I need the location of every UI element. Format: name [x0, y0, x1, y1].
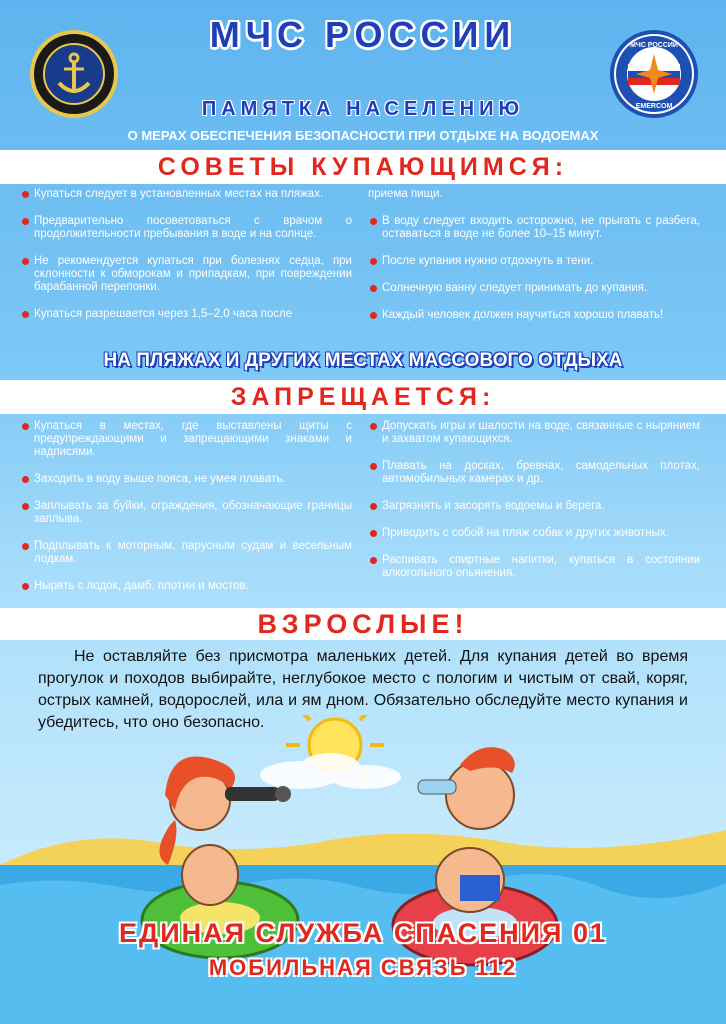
advice-right-column: [368, 188, 700, 336]
rescue-service-number: ЕДИНАЯ СЛУЖБА СПАСЕНИЯ 01: [119, 918, 607, 948]
list-item: После купания нужно отдохнуть в тени.: [368, 255, 700, 268]
list-item: Нырять с лодок, дамб, плотин и мостов.: [20, 580, 352, 593]
forbidden-left-column: [20, 420, 352, 607]
adults-heading: ВЗРОСЛЫЕ!: [0, 608, 726, 640]
list-item: Подплывать к моторным, парусным судам и весельным лодкам.: [20, 540, 352, 566]
list-item: Купаться следует в установленных местах на пляжах.: [20, 188, 352, 201]
emblem-text-bottom: EMERCOM: [635, 103, 673, 110]
list-item: Заплывать за буйки, ограждения, обозначающие границы заплыва.: [20, 500, 352, 526]
adults-text: Не оставляйте без присмотра маленьких детей. Для купания детей во время прогулок и походов выбирайте, неглубокое место с пологим и чистым от свай, коряг, острых камней, водорослей, ила и ям дном. Обязательно обследуйте место купания и убедитесь, что оно безопасно.: [38, 648, 688, 731]
list-item: Загрязнять и засорять водоемы и берега.: [368, 500, 700, 513]
forbidden-heading: ЗАПРЕЩАЕТСЯ:: [0, 380, 726, 414]
cloud-icon: [260, 753, 401, 789]
forbidden-band: НА ПЛЯЖАХ И ДРУГИХ МЕСТАХ МАССОВОГО ОТДЫХА: [103, 350, 623, 371]
memo-subtitle: О МЕРАХ ОБЕСПЕЧЕНИЯ БЕЗОПАСНОСТИ ПРИ ОТДЫХЕ НА ВОДОЕМАХ: [127, 128, 599, 143]
emblem-text-top: МЧС РОССИИ: [630, 42, 678, 49]
list-item: Предварительно посоветоваться с врачом о продолжительности пребывания в воде и на солнце.: [20, 215, 352, 241]
list-item: В воду следует входить осторожно, не прыгать с разбега, оставаться в воде не более 10–15 минут.: [368, 215, 700, 241]
list-item: Каждый человек должен научиться хорошо плавать!: [368, 309, 700, 322]
list-item: Купаться в местах, где выставлены щиты с предупреждающими и запрещающими знаками и надписями.: [20, 420, 352, 459]
list-item: Допускать игры и шалости на воде, связанные с нырянием и захватом купающихся.: [368, 420, 700, 446]
list-item: Не рекомендуется купаться при болезнях седца, при склонности к обморокам и припадкам, при повреждении барабанной перепонки.: [20, 255, 352, 294]
list-item: Плавать на досках, бревнах, самодельных плотах, автомобильных камерах и др.: [368, 460, 700, 486]
list-item: Солнечную ванну следует принимать до купания.: [368, 282, 700, 295]
advice-left-column: [20, 188, 352, 335]
page-title: МЧС РОССИИ: [209, 14, 517, 55]
memo-title: ПАМЯТКА НАСЕЛЕНИЮ: [201, 98, 525, 120]
list-item: Распивать спиртные напитки, купаться в состоянии алкогольного опьянения.: [368, 554, 700, 580]
advice-heading: СОВЕТЫ КУПАЮЩИМСЯ:: [0, 150, 726, 184]
list-item-continuation: приема пищи.: [368, 188, 443, 200]
list-item: Купаться разрешается через 1,5–2,0 часа после: [20, 308, 352, 321]
list-item: Заходить в воду выше пояса, не умея плавать.: [20, 473, 352, 486]
list-item: Приводить с собой на пляж собак и других животных.: [368, 527, 700, 540]
forbidden-right-column: [368, 420, 700, 594]
mobile-number: МОБИЛЬНАЯ СВЯЗЬ 112: [208, 955, 518, 980]
